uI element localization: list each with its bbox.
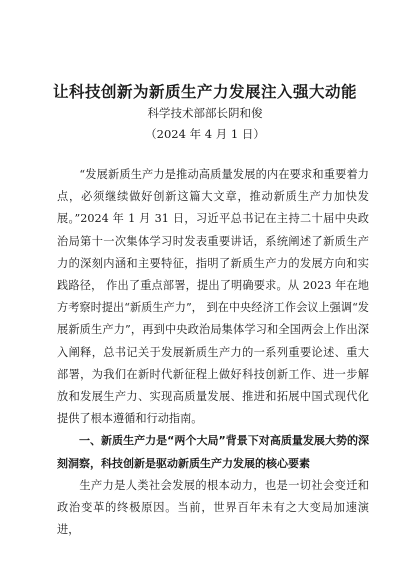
body-paragraph: 生产力是人类社会发展的根本动力，也是一切社会变迁和政治变革的终极原因。当前，世界百年未有之大变局加速演进， [57, 478, 369, 537]
section-heading: 一、新质生产力是“两个大局”背景下对高质量发展大势的深刻洞察，科技创新是驱动新质生产力发展的核心要素 [57, 434, 369, 470]
document-body [57, 164, 369, 541]
document-author: 科学技术部部长阴和俊 [147, 106, 263, 120]
document-date: （2024 年 4 月 1 日） [145, 127, 265, 141]
body-paragraph: “发展新质生产力是推动高质量发展的内在要求和重要着力点，必须继续做好创新这篇大文章，推动新质生产力加快发展。”2024 年 1 月 31 日，习近平总书记在主持二十届中央政治局第十一次集体学习时发表重要讲话，系统阐述了新质生产力的深刻内涵和主要特征，指明了新质生产力的发展方向和实践路径， 作出了重点部署，提出了明确要求。从 2023 年在地方考察时提出“新质生产力”， 到在中央经济工作会议上强调“发展新质生产力”，再到中央政治局集体学习和全国两会上作出深入阐释，总书记关于发展新质生产力的一系列重要论述、重大部署，为我们在新时代新征程上做好科技创新工作、进一步解放和发展生产力、实现高质量发展、推进和拓展中国式现代化提供了根本遵循和行动指南。 [57, 168, 369, 426]
document-title: 让科技创新为新质生产力发展注入强大动能 [52, 83, 357, 101]
